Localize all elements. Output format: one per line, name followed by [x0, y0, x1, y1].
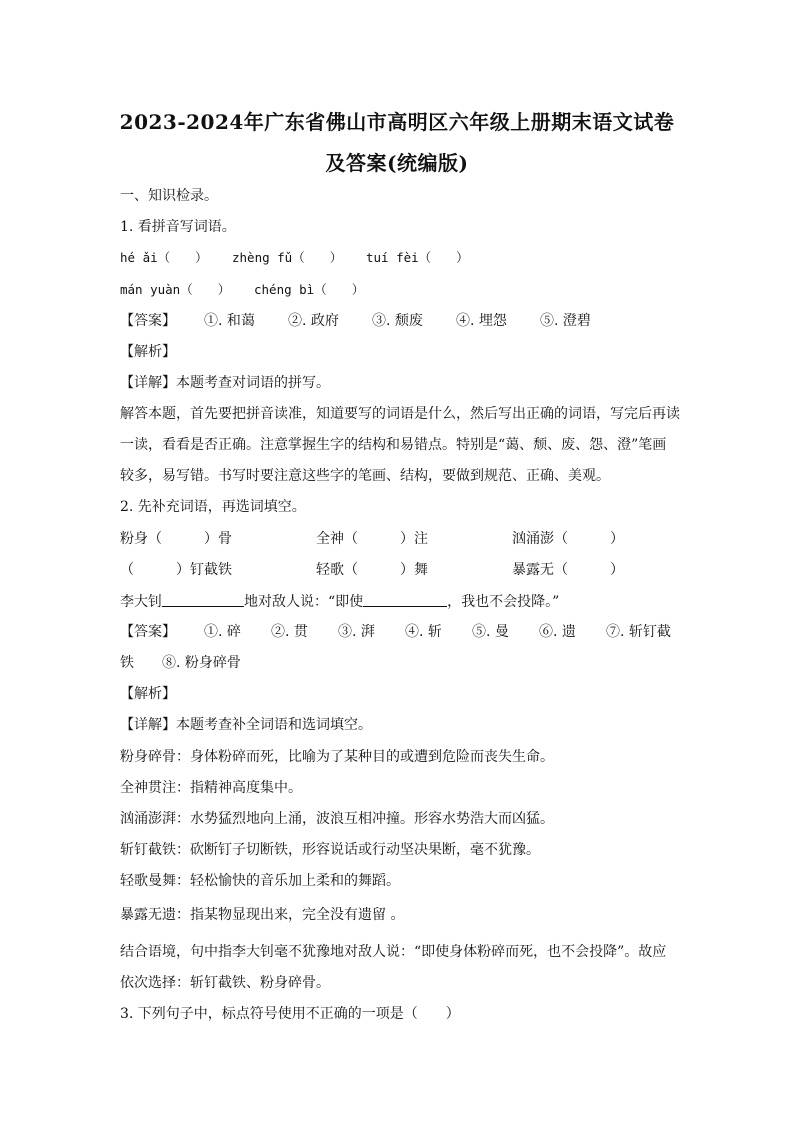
answer-item: ④. 斩: [405, 624, 442, 640]
answer-item: ②. 贯: [271, 624, 308, 640]
sentence-part: 李大钊: [120, 594, 162, 610]
q3-stem: 3. 下列句子中，标点符号使用不正确的一项是（ ）: [120, 1006, 460, 1022]
section-heading: 一、知识检录。: [120, 188, 218, 204]
sentence-part: ，我也不会投降。”: [447, 594, 560, 610]
answer-item: ⑥. 遗: [539, 624, 576, 640]
conclusion-line: 结合语境，句中指李大钊毫不犹豫地对敌人说：“即使身体粉碎而死，也不会投降”。故应: [120, 944, 667, 960]
conclusion-line: 依次选择：斩钉截铁、粉身碎骨。: [120, 975, 330, 991]
answer-item: ⑤. 曼: [472, 624, 509, 640]
definition-line: 汹涌澎湃：水势猛烈地向上涌，波浪互相冲撞。形容水势浩大而凶猛。: [120, 811, 554, 827]
fill-sentence: [120, 592, 680, 612]
analysis-label: 【解析】: [120, 686, 176, 702]
analysis-label: 【解析】: [120, 344, 176, 360]
fill-blank-item: 暴露无（ ）: [512, 562, 624, 578]
answer-item: ④. 埋怨: [456, 313, 507, 329]
answer-blank[interactable]: [162, 592, 244, 607]
document-title-line1: 2023-2024年广东省佛山市高明区六年级上册期末语文试卷: [119, 110, 675, 134]
answer-item: ⑦. 斩钉截: [606, 624, 671, 640]
fill-blank-item: 全神（ ）注: [316, 531, 428, 547]
definition-line: 轻歌曼舞：轻松愉快的音乐加上柔和的舞蹈。: [120, 873, 400, 889]
definition-line: 暴露无遗：指某物显现出来，完全没有遗留 。: [120, 907, 405, 923]
sentence-part: 地对敌人说：“即使: [244, 594, 364, 610]
pinyin-item: mán yuàn（ ）: [120, 282, 231, 297]
pinyin-item: zhèng fǔ（ ）: [232, 250, 343, 265]
answer-label: 【答案】: [120, 624, 176, 640]
answer-item: ①. 和蔼: [204, 313, 255, 329]
answer-item: ②. 政府: [288, 313, 339, 329]
answer-item: ⑧. 粉身碎骨: [162, 655, 241, 671]
pinyin-item: tuí fèi（ ）: [366, 250, 469, 265]
fill-blank-item: （ ）钉截铁: [120, 562, 232, 578]
fill-blank-item: 汹涌澎（ ）: [512, 531, 624, 547]
answer-item: 铁: [120, 655, 134, 671]
answer-item: ①. 碎: [204, 624, 241, 640]
answer-label: 【答案】: [120, 313, 176, 329]
q1-stem: 1. 看拼音写词语。: [120, 219, 236, 235]
detail-heading: 【详解】本题考查补全词语和选词填空。: [120, 717, 372, 733]
pinyin-item: hé ǎi（ ）: [120, 250, 208, 265]
answer-item: ⑤. 澄碧: [540, 313, 591, 329]
definition-line: 全神贯注：指精神高度集中。: [120, 780, 302, 796]
definition-line: 粉身碎骨：身体粉碎而死，比喻为了某种目的或遭到危险而丧失生命。: [120, 749, 554, 765]
q2-stem: 2. 先补充词语，再选词填空。: [120, 499, 306, 515]
detail-heading: 【详解】本题考查对词语的拼写。: [120, 375, 330, 391]
explanation-line: 解答本题，首先要把拼音读准，知道要写的词语是什么，然后写出正确的词语，写完后再读: [120, 406, 680, 422]
answer-blank[interactable]: [363, 592, 447, 607]
explanation-line: 一读，看看是否正确。注意掌握生字的结构和易错点。特别是“蔼、颓、废、怨、澄”笔画: [120, 437, 667, 453]
fill-blank-item: 轻歌（ ）舞: [316, 562, 428, 578]
fill-blank-item: 粉身（ ）骨: [120, 531, 232, 547]
answer-item: ③. 颓废: [372, 313, 423, 329]
document-title-line2: 及答案(统编版): [325, 151, 469, 175]
pinyin-item: chéng bì（ ）: [254, 282, 365, 297]
answer-item: ③. 湃: [338, 624, 375, 640]
explanation-line: 较多，易写错。书写时要注意这些字的笔画、结构，要做到规范、正确、美观。: [120, 468, 610, 484]
definition-line: 斩钉截铁：砍断钉子切断铁，形容说话或行动坚决果断，毫不犹豫。: [120, 842, 540, 858]
